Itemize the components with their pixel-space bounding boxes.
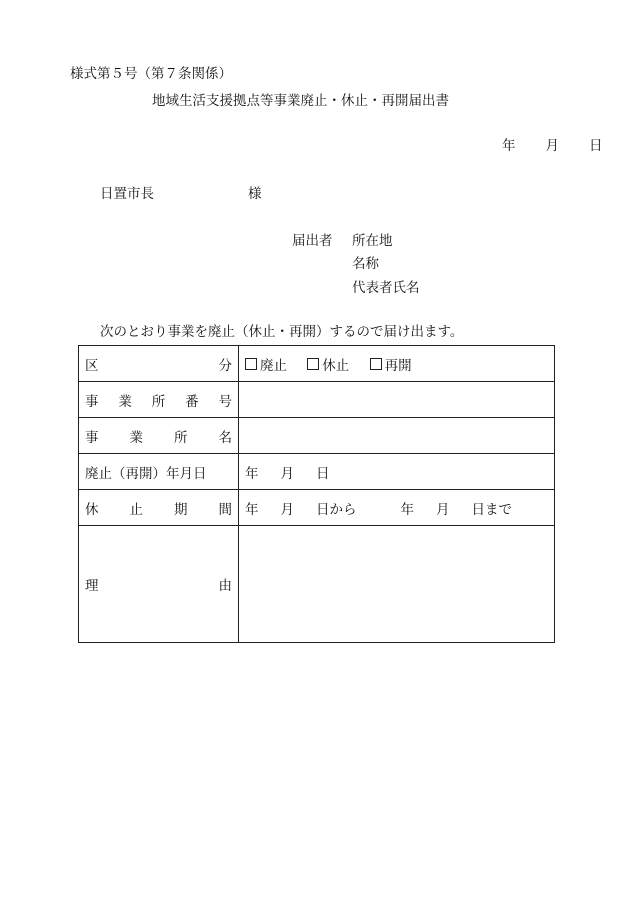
- date-month: 月: [545, 138, 559, 154]
- office-number-label: 事 業 所 番 号: [79, 382, 239, 418]
- addressee-name: 日置市長: [100, 186, 154, 202]
- category-label: 区 分: [79, 346, 239, 382]
- date-day: 日: [589, 138, 603, 154]
- table-row-reason: [79, 526, 555, 643]
- checkbox-icon: [370, 358, 382, 370]
- abolish-date-field[interactable]: 年 月 日: [239, 454, 555, 490]
- document-title: 地域生活支援拠点等事業廃止・休止・再開届出書: [152, 93, 449, 109]
- applicant-representative-label: 代表者氏名: [352, 280, 420, 296]
- table-row-suspension-period: [79, 490, 555, 526]
- table-row-abolish-date: [79, 454, 555, 490]
- table-row-category: [79, 346, 555, 382]
- reason-field[interactable]: [239, 526, 555, 643]
- checkbox-resume[interactable]: 再開: [370, 354, 412, 374]
- checkbox-abolish[interactable]: 廃止: [245, 354, 287, 374]
- suspension-period-field[interactable]: 年 月 日から 年 月 日まで: [239, 490, 555, 526]
- intro-text: 次のとおり事業を廃止（休止・再開）するので届け出ます。: [100, 324, 464, 340]
- checkbox-icon: [245, 358, 257, 370]
- applicant-label: 届出者: [292, 233, 333, 249]
- office-name-label: 事 業 所 名: [79, 418, 239, 454]
- applicant-name-label: 名称: [352, 256, 379, 272]
- checkbox-suspend[interactable]: 休止: [307, 354, 349, 374]
- applicant-address-label: 所在地: [352, 233, 393, 249]
- table-row-office-name: [79, 418, 555, 454]
- reason-label: 理 由: [79, 526, 239, 643]
- form-number: 様式第５号（第７条関係）: [70, 66, 232, 82]
- suspension-period-label: 休 止 期 間: [79, 490, 239, 526]
- date-year: 年: [502, 138, 516, 154]
- office-name-field[interactable]: [239, 418, 555, 454]
- notification-table: [78, 345, 555, 643]
- office-number-field[interactable]: [239, 382, 555, 418]
- checkbox-icon: [307, 358, 319, 370]
- table-row-office-number: [79, 382, 555, 418]
- category-options: [239, 346, 555, 382]
- addressee-honorific: 様: [248, 186, 262, 202]
- submission-date: [472, 138, 603, 154]
- abolish-date-label: 廃止（再開）年月日: [79, 454, 239, 490]
